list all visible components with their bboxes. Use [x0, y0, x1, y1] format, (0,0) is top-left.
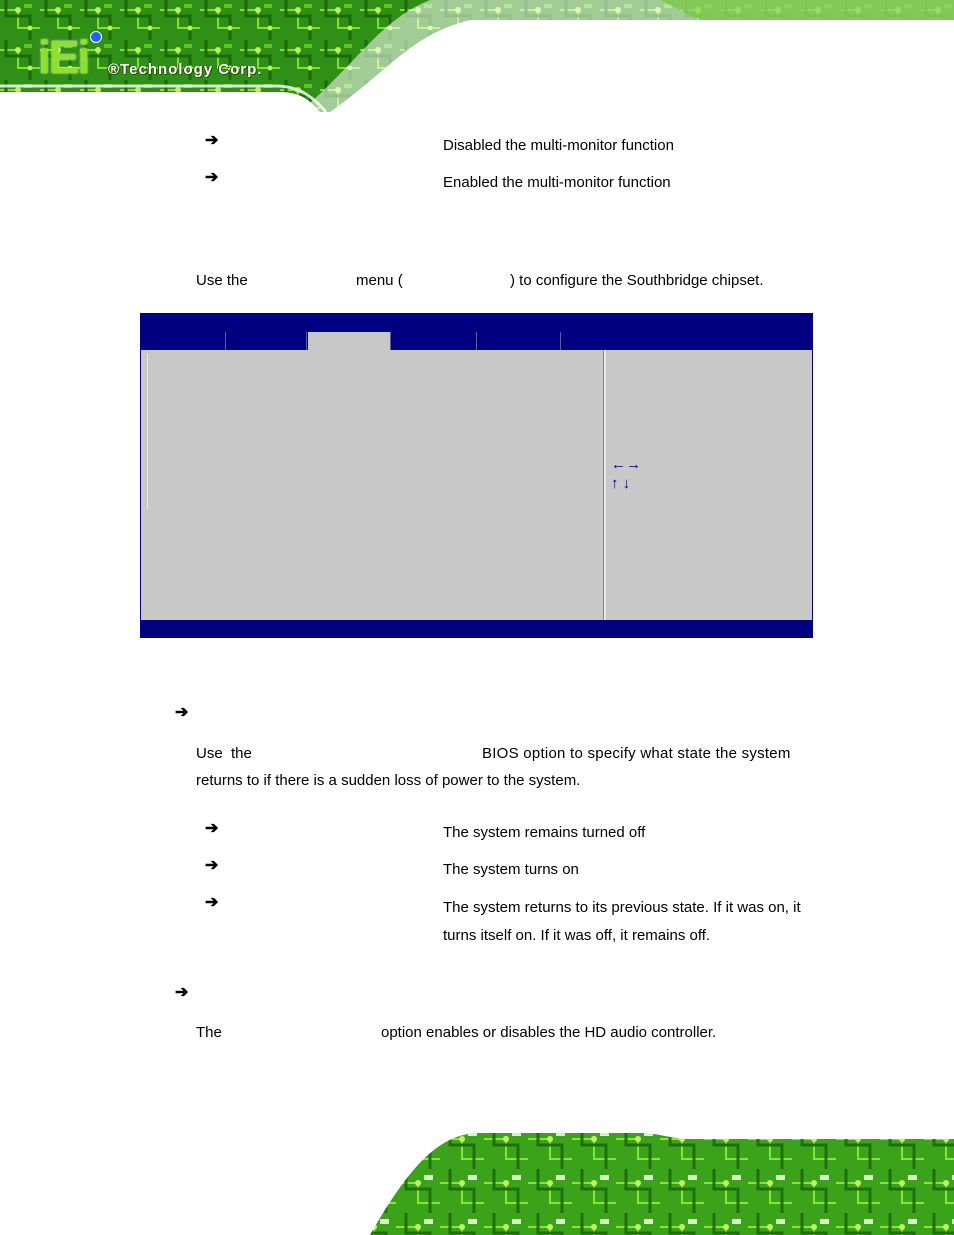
bullet-arrow-icon: ➔ [205, 132, 219, 149]
body-text: the [231, 745, 252, 762]
bullet-arrow-icon: ➔ [175, 704, 189, 721]
bullet-arrow-icon: ➔ [205, 169, 219, 186]
pcb-background-header [0, 0, 954, 112]
bullet-arrow-icon: ➔ [205, 820, 219, 837]
body-text: BIOS option to specify what state the system [482, 745, 791, 762]
body-text: Use [196, 745, 223, 762]
bios-screenshot [140, 313, 813, 638]
company-name: ®Technology Corp. [108, 61, 263, 78]
option-description: Disabled the multi-monitor function [443, 137, 674, 154]
bios-nav-up-down: ↑ ↓ [611, 475, 631, 492]
bios-left-border [147, 354, 148, 509]
intro-text: ) to configure the Southbridge chipset. [510, 272, 764, 289]
body-text: returns to if there is a sudden loss of power to the system. [196, 772, 581, 789]
option-description: The system returns to its previous state. If it was on, it [443, 899, 801, 916]
bios-status-bar [141, 620, 812, 637]
option-description: Enabled the multi-monitor function [443, 174, 671, 191]
bios-tab [478, 332, 561, 350]
bullet-arrow-icon: ➔ [175, 984, 189, 1001]
bios-menu-bar [141, 314, 812, 350]
bullet-arrow-icon: ➔ [205, 857, 219, 874]
bios-tab [562, 332, 812, 350]
footer-banner [0, 1125, 954, 1235]
intro-text: menu ( [356, 272, 403, 289]
bios-tab [226, 332, 307, 350]
bios-nav-left-right: ←→ [611, 456, 641, 473]
pcb-background-footer [0, 1125, 954, 1235]
company-logo: iEi [38, 31, 89, 83]
logo-dot-icon [90, 31, 102, 43]
body-text: The [196, 1024, 222, 1041]
intro-text: Use the [196, 272, 248, 289]
bios-tab [141, 332, 226, 350]
body-text: option enables or disables the HD audio controller. [381, 1024, 717, 1041]
bios-panel-divider [603, 350, 606, 620]
bullet-arrow-icon: ➔ [205, 894, 219, 911]
option-description: The system turns on [443, 861, 579, 878]
header-banner [0, 0, 954, 112]
bios-tab-active [308, 332, 391, 350]
bios-tab [392, 332, 477, 350]
option-description: The system remains turned off [443, 824, 646, 841]
option-description: turns itself on. If it was off, it remains off. [443, 927, 711, 944]
